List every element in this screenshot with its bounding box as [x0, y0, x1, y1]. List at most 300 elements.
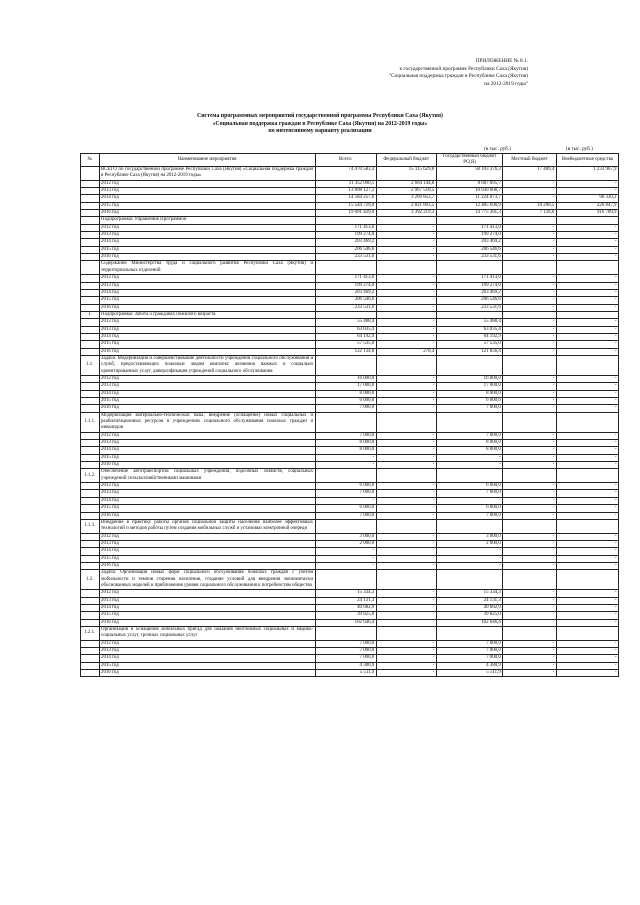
title-line: по интенсивному варианту реализации	[268, 128, 372, 135]
row-local: -	[503, 341, 556, 348]
row-name: 2014 год	[99, 195, 315, 202]
row-local: -	[503, 326, 556, 333]
row-state	[436, 412, 503, 432]
row-state: 8 687 895,7	[436, 180, 503, 187]
row-total: 203 469,2	[315, 289, 376, 296]
row-local: -	[503, 239, 556, 246]
row-name: 2016 год	[99, 462, 315, 469]
row-state: 12 485 696,9	[436, 202, 503, 209]
row-number	[81, 497, 100, 504]
row-state: 203 469,2	[436, 289, 503, 296]
row-offbudget	[556, 311, 618, 318]
row-total: 7 000,0	[315, 648, 376, 655]
table-row	[81, 519, 619, 533]
row-local: -	[503, 604, 556, 611]
row-state: 14 775 301,3	[436, 210, 503, 217]
row-federal: -	[376, 304, 436, 311]
row-offbudget: -	[556, 640, 618, 647]
row-name: 2016 год	[99, 210, 315, 217]
table-row	[81, 261, 619, 275]
row-offbudget	[556, 570, 618, 590]
row-state: 58 103 376,3	[436, 167, 503, 181]
row-state: 24 131,3	[436, 597, 503, 604]
row-offbudget: -	[556, 454, 618, 461]
row-name: Подпрограмма: Забота о гражданах пожилого возраста	[99, 311, 315, 318]
table-row	[81, 390, 619, 397]
row-state: 171 413,0	[436, 275, 503, 282]
row-local: -	[503, 319, 556, 326]
table-row	[81, 548, 619, 555]
row-federal: -	[376, 432, 436, 439]
row-name: 2014 год	[99, 447, 315, 454]
row-state: 16 000,0	[436, 375, 503, 382]
row-offbudget: -	[556, 432, 618, 439]
row-local: -	[503, 497, 556, 504]
row-local: -	[503, 224, 556, 231]
row-offbudget: -	[556, 383, 618, 390]
row-name: 2016 год	[99, 670, 315, 677]
table-row	[81, 612, 619, 619]
row-name: 2012 год	[99, 180, 315, 187]
row-offbudget: -	[556, 405, 618, 412]
row-name: 2014 год	[99, 497, 315, 504]
table-row	[81, 224, 619, 231]
row-local: -	[503, 512, 556, 519]
row-federal: -	[376, 555, 436, 562]
row-number: 1.2.	[81, 570, 100, 590]
row-federal: -	[376, 232, 436, 239]
table-row	[81, 326, 619, 333]
row-name: 2014 год	[99, 333, 315, 340]
row-local: -	[503, 188, 556, 195]
row-state: 102 646,4	[436, 619, 503, 626]
row-total: 199 274,0	[315, 282, 376, 289]
table-row	[81, 469, 619, 483]
row-name: 2016 год	[99, 562, 315, 569]
row-total	[315, 412, 376, 432]
row-offbudget: -	[556, 297, 618, 304]
row-total: 2 000,0	[315, 540, 376, 547]
row-name: 2015 год	[99, 341, 315, 348]
row-state: 39 825,0	[436, 612, 503, 619]
row-total: -	[315, 548, 376, 555]
row-name: 2015 год	[99, 246, 315, 253]
row-number	[81, 670, 100, 677]
row-state: 7 000,0	[436, 648, 503, 655]
row-name: 2015 год	[99, 454, 315, 461]
row-offbudget: -	[556, 483, 618, 490]
row-local: -	[503, 180, 556, 187]
row-state: 8 000,0	[436, 440, 503, 447]
row-state: 7 000,0	[436, 512, 503, 519]
row-state: -	[436, 555, 503, 562]
row-name: 2013 год	[99, 490, 315, 497]
row-federal: -	[376, 239, 436, 246]
row-local	[503, 412, 556, 432]
table-row	[81, 412, 619, 432]
header-offbudget: Внебюджетные средства	[556, 154, 618, 167]
row-federal: -	[376, 548, 436, 555]
row-local	[503, 311, 556, 318]
row-local: -	[503, 590, 556, 597]
row-federal: -	[376, 405, 436, 412]
row-state	[436, 469, 503, 483]
row-federal: 3 392 219,3	[376, 210, 436, 217]
table-row	[81, 348, 619, 355]
row-name: 2012 год	[99, 590, 315, 597]
annex-number: ПРИЛОЖЕНИЕ № 8.1.	[475, 58, 528, 64]
row-total: 74 470 583,4	[315, 167, 376, 181]
row-total: 233 531,6	[315, 254, 376, 261]
row-offbudget: -	[556, 490, 618, 497]
row-offbudget: -	[556, 648, 618, 655]
row-number	[81, 246, 100, 253]
header-local: Местный бюджет	[503, 154, 556, 167]
row-total: -	[315, 497, 376, 504]
row-name: 2012 год	[99, 533, 315, 540]
row-total: 7 000,0	[315, 405, 376, 412]
row-total: 7 000,0	[315, 655, 376, 662]
row-federal: -	[376, 662, 436, 669]
row-total: 40 682,9	[315, 604, 376, 611]
row-total: 39 825,0	[315, 612, 376, 619]
row-offbudget: -	[556, 341, 618, 348]
row-offbudget: -	[556, 462, 618, 469]
row-federal: 2 821 893,5	[376, 202, 436, 209]
table-row	[81, 540, 619, 547]
row-federal: -	[376, 254, 436, 261]
row-name: 2015 год	[99, 612, 315, 619]
header-state: Государственный бюджет РС(Я)	[436, 154, 503, 167]
table-row	[81, 319, 619, 326]
row-total: 14 584 257,6	[315, 195, 376, 202]
row-federal	[376, 469, 436, 483]
row-offbudget: -	[556, 282, 618, 289]
table-row	[81, 670, 619, 677]
row-number	[81, 167, 100, 181]
row-offbudget: -	[556, 512, 618, 519]
row-federal: 278,4	[376, 348, 436, 355]
table-row	[81, 483, 619, 490]
row-offbudget: -	[556, 548, 618, 555]
row-total: 203 469,2	[315, 239, 376, 246]
table-row	[81, 490, 619, 497]
table-row	[81, 254, 619, 261]
row-federal: -	[376, 648, 436, 655]
row-federal: -	[376, 540, 436, 547]
row-number	[81, 548, 100, 555]
row-offbudget: -	[556, 597, 618, 604]
annex-line: к государственной программе Республики Саха (Якутия)	[399, 65, 528, 72]
row-state	[436, 311, 503, 318]
row-total: 199 274,0	[315, 232, 376, 239]
row-number	[81, 210, 100, 217]
row-offbudget: -	[556, 655, 618, 662]
table-row	[81, 440, 619, 447]
row-number	[81, 326, 100, 333]
units-label: (в тыс. руб.)	[484, 146, 511, 152]
row-state: 4 380,9	[436, 662, 503, 669]
row-local	[503, 519, 556, 533]
row-local: -	[503, 440, 556, 447]
table-row	[81, 239, 619, 246]
row-state	[436, 627, 503, 641]
table-row	[81, 202, 619, 209]
row-total: 19 091 429,0	[315, 210, 376, 217]
row-number	[81, 375, 100, 382]
row-offbudget: -	[556, 497, 618, 504]
row-number	[81, 655, 100, 662]
table-row	[81, 217, 619, 224]
row-number	[81, 297, 100, 304]
row-total: 63 035,4	[315, 326, 376, 333]
table-row	[81, 533, 619, 540]
row-name: 2014 год	[99, 239, 315, 246]
table-body	[81, 167, 619, 677]
row-local	[503, 570, 556, 590]
row-offbudget	[556, 519, 618, 533]
row-name: 2012 год	[99, 275, 315, 282]
row-federal: 3 269 853,7	[376, 195, 436, 202]
row-state: 63 035,4	[436, 326, 503, 333]
row-local: 17 409,4	[503, 167, 556, 181]
row-total: -	[315, 454, 376, 461]
row-offbudget: -	[556, 275, 618, 282]
row-federal: -	[376, 246, 436, 253]
row-federal: 2 664 144,8	[376, 180, 436, 187]
row-local: -	[503, 232, 556, 239]
row-total	[315, 469, 376, 483]
row-total: 233 531,6	[315, 304, 376, 311]
row-federal: 2 967 518,5	[376, 188, 436, 195]
row-federal: -	[376, 398, 436, 405]
row-local: -	[503, 333, 556, 340]
table-row	[81, 167, 619, 181]
row-offbudget: -	[556, 612, 618, 619]
row-state	[436, 217, 503, 224]
row-local: -	[503, 619, 556, 626]
row-local: -	[503, 454, 556, 461]
header-num: №	[81, 154, 100, 167]
program-measures-table	[80, 153, 619, 677]
row-federal: -	[376, 289, 436, 296]
row-state: 171 413,0	[436, 224, 503, 231]
table-row	[81, 655, 619, 662]
row-offbudget: -	[556, 304, 618, 311]
row-total: 55 488,4	[315, 319, 376, 326]
row-local	[503, 355, 556, 375]
row-local: -	[503, 275, 556, 282]
row-total: 15 544 729,0	[315, 202, 376, 209]
row-offbudget: -	[556, 289, 618, 296]
row-name: 2015 год	[99, 398, 315, 405]
row-state: 8 000,0	[436, 390, 503, 397]
table-row	[81, 355, 619, 375]
row-name: 2012 год	[99, 483, 315, 490]
row-local: 10 290,5	[503, 202, 556, 209]
row-name: Обеспечение автотранспортом социальных учреждений, подсобных хозяйств, социальных учреждений сельскохозяйственными машинами	[101, 469, 314, 481]
row-local: -	[503, 555, 556, 562]
row-number	[81, 289, 100, 296]
row-federal: -	[376, 297, 436, 304]
row-offbudget	[556, 627, 618, 641]
row-state: 206 546,6	[436, 246, 503, 253]
row-number	[81, 533, 100, 540]
table-row	[81, 432, 619, 439]
row-state: 206 546,6	[436, 297, 503, 304]
row-name: 2013 год	[99, 282, 315, 289]
table-row	[81, 383, 619, 390]
row-total: 8 000,0	[315, 440, 376, 447]
row-federal: -	[376, 282, 436, 289]
row-local: -	[503, 483, 556, 490]
row-local: -	[503, 398, 556, 405]
row-number	[81, 454, 100, 461]
row-offbudget: -	[556, 540, 618, 547]
row-number	[81, 612, 100, 619]
row-federal: -	[376, 670, 436, 677]
row-local: -	[503, 282, 556, 289]
row-number	[81, 640, 100, 647]
row-federal: -	[376, 604, 436, 611]
row-total: 122 134,8	[315, 348, 376, 355]
row-offbudget: -	[556, 333, 618, 340]
table-row	[81, 640, 619, 647]
row-local: 7 118,6	[503, 210, 556, 217]
row-total	[315, 627, 376, 641]
table-row	[81, 289, 619, 296]
row-state: 64 192,9	[436, 333, 503, 340]
row-total: 11 352 090,5	[315, 180, 376, 187]
row-name: 2013 год	[99, 440, 315, 447]
row-offbudget: -	[556, 505, 618, 512]
row-total: 7 000,0	[315, 432, 376, 439]
row-federal: -	[376, 375, 436, 382]
row-state: 6 000,0	[436, 483, 503, 490]
title-line: «Социальная поддержка граждан в Республике Саха (Якутия) на 2012-2019 годы»	[212, 120, 428, 127]
table-row	[81, 188, 619, 195]
row-name: 2016 год	[99, 619, 315, 626]
row-total: -	[315, 555, 376, 562]
row-number	[81, 590, 100, 597]
row-local: -	[503, 390, 556, 397]
row-total: 206 546,6	[315, 246, 376, 253]
row-federal: -	[376, 447, 436, 454]
row-offbudget	[556, 217, 618, 224]
row-number	[81, 490, 100, 497]
row-number: 1.1.2.	[81, 469, 100, 483]
table-row	[81, 304, 619, 311]
row-offbudget: -	[556, 375, 618, 382]
row-total: 57 535,0	[315, 341, 376, 348]
row-federal: -	[376, 490, 436, 497]
row-local: -	[503, 254, 556, 261]
row-total: 5 511,9	[315, 670, 376, 677]
row-state: 199 274,0	[436, 282, 503, 289]
row-name: Внедрение в практику работы органов социальной защиты населения наиболее эффективных технологий и методов работы путем создания мобильных служб и установки электронной очереди	[101, 519, 314, 532]
row-number: 1.2.1.	[81, 627, 100, 641]
row-total	[315, 355, 376, 375]
row-name: 2014 год	[99, 390, 315, 397]
row-federal	[376, 519, 436, 533]
table-row	[81, 180, 619, 187]
row-local: -	[503, 655, 556, 662]
row-state: 203 469,2	[436, 239, 503, 246]
row-name: 2013 год	[99, 648, 315, 655]
row-offbudget: -	[556, 224, 618, 231]
row-name: 2016 год	[99, 254, 315, 261]
row-state: 233 531,6	[436, 304, 503, 311]
row-local: -	[503, 432, 556, 439]
row-number	[81, 440, 100, 447]
row-local: -	[503, 405, 556, 412]
annex-line: "Социальная поддержка граждан в Республике Саха (Якутия)	[388, 73, 528, 80]
row-total: 171 413,0	[315, 224, 376, 231]
row-local	[503, 469, 556, 483]
row-state: 10 930 608,7	[436, 188, 503, 195]
row-local: -	[503, 548, 556, 555]
row-total: 7 000,0	[315, 640, 376, 647]
row-total: 7 000,0	[315, 490, 376, 497]
row-state: -	[436, 462, 503, 469]
row-state: 121 856,4	[436, 348, 503, 355]
row-number	[81, 505, 100, 512]
table-row	[81, 570, 619, 590]
row-total: 15 334,3	[315, 590, 376, 597]
row-number	[81, 282, 100, 289]
table-row	[81, 447, 619, 454]
row-number	[81, 348, 100, 355]
row-offbudget: -	[556, 326, 618, 333]
row-name: 2012 год	[99, 375, 315, 382]
row-total	[315, 519, 376, 533]
row-number	[81, 555, 100, 562]
row-federal: -	[376, 341, 436, 348]
row-name: 2014 год	[99, 289, 315, 296]
row-name: 2012 год	[99, 224, 315, 231]
row-total: 16 000,0	[315, 375, 376, 382]
row-offbudget: -	[556, 246, 618, 253]
row-number	[81, 604, 100, 611]
table-row	[81, 597, 619, 604]
row-name: 2015 год	[99, 297, 315, 304]
row-name: 2013 год	[99, 188, 315, 195]
row-name: 2012 год	[99, 640, 315, 647]
row-offbudget	[556, 469, 618, 483]
row-federal	[376, 355, 436, 375]
row-number	[81, 619, 100, 626]
row-local: -	[503, 297, 556, 304]
table-row	[81, 341, 619, 348]
row-state: 199 274,0	[436, 232, 503, 239]
row-federal: -	[376, 655, 436, 662]
row-local: -	[503, 540, 556, 547]
row-number	[81, 239, 100, 246]
row-number	[81, 512, 100, 519]
row-offbudget: -	[556, 562, 618, 569]
row-local: -	[503, 612, 556, 619]
table-row	[81, 246, 619, 253]
units-label: (в тыс. руб.)	[566, 146, 593, 152]
annex-line: на 2012-2019 годы"	[484, 80, 528, 87]
row-offbudget: -	[556, 604, 618, 611]
row-federal: 15 115 629,8	[376, 167, 436, 181]
row-state: 233 531,6	[436, 254, 503, 261]
row-state: 7 000,0	[436, 655, 503, 662]
row-offbudget	[556, 355, 618, 375]
row-state: 7 000,0	[436, 405, 503, 412]
table-row	[81, 375, 619, 382]
